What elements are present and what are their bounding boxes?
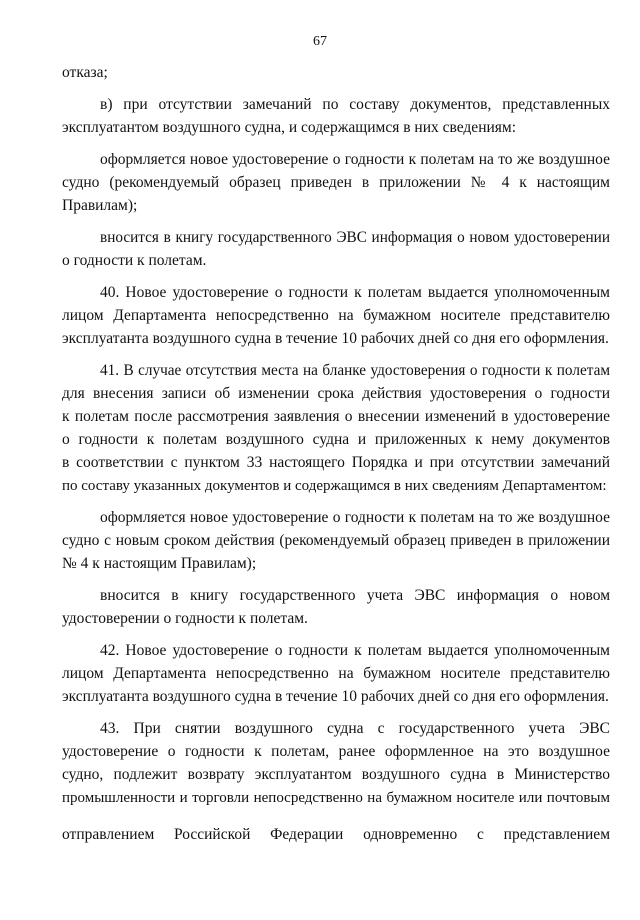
text-line: 40. Новое удостоверение о годности к полетам выдается уполномоченным bbox=[100, 284, 610, 301]
text-line: эксплуатанта воздушного судна в течение 10 рабочих дней со дня его оформления. bbox=[62, 330, 609, 347]
text-line: для внесения записи об изменении срока действия удостоверения о годности bbox=[62, 385, 610, 402]
text-line: лицом Департамента непосредственно на бумажном носителе представителю bbox=[62, 307, 610, 324]
text-line: 43. При снятии воздушного судна с государственного учета ЭВС bbox=[100, 720, 610, 737]
text-line: оформляется новое удостоверение о годности к полетам на то же воздушное bbox=[100, 509, 610, 526]
text-line: удостоверение о годности к полетам, ранее оформленное на это воздушное bbox=[62, 743, 610, 760]
text-line: по составу указанных документов и содержащимся в них сведениям Департаментом: bbox=[62, 478, 607, 494]
text-line: эксплуатантом воздушного судна, и содержащимся в них сведениям: bbox=[62, 119, 517, 136]
text-line: оформляется новое удостоверение о годности к полетам на то же воздушное bbox=[100, 151, 610, 168]
text-line: промышленности и торговли непосредственно на бумажном носителе или почтовым bbox=[62, 790, 610, 806]
text-line: в соответствии с пунктом 33 настоящего Порядка и при отсутствии замечаний bbox=[62, 454, 610, 471]
text-line: лицом Департамента непосредственно на бумажном носителе представителю bbox=[62, 665, 610, 682]
text-line: вносится в книгу государственного учета ЭВС информация о новом bbox=[100, 587, 610, 604]
text-line: судно с новым сроком действия (рекомендуемый образец приведен в приложении bbox=[62, 532, 610, 549]
text-line: отправлением Российской Федерации одновременно с представлением bbox=[62, 826, 610, 843]
page-number: 67 bbox=[313, 34, 327, 49]
text-line: 41. В случае отсутствия места на бланке удостоверения о годности к полетам bbox=[100, 362, 610, 379]
text-line: удостоверении о годности к полетам. bbox=[62, 610, 308, 627]
text-line: в) при отсутствии замечаний по составу документов, представленных bbox=[100, 96, 610, 113]
text-line: № 4 к настоящим Правилам); bbox=[62, 555, 257, 572]
text-line: вносится в книгу государственного ЭВС информация о новом удостоверении bbox=[100, 229, 610, 246]
text-line: эксплуатанта воздушного судна в течение 10 рабочих дней со дня его оформления. bbox=[62, 688, 609, 705]
text-line: 42. Новое удостоверение о годности к полетам выдается уполномоченным bbox=[100, 642, 610, 659]
text-line: отказа; bbox=[62, 64, 108, 81]
text-line: судно (рекомендуемый образец приведен в приложении № 4 к настоящим bbox=[62, 174, 610, 191]
text-line: Правилам); bbox=[62, 197, 138, 214]
text-line: судно, подлежит возврату эксплуатантом воздушного судна в Министерство bbox=[62, 766, 610, 783]
text-line: к полетам после рассмотрения заявления о внесении изменений в удостоверение bbox=[62, 408, 610, 425]
text-line: о годности к полетам. bbox=[62, 252, 207, 269]
text-line: о годности к полетам воздушного судна и приложенных к нему документов bbox=[62, 431, 610, 448]
